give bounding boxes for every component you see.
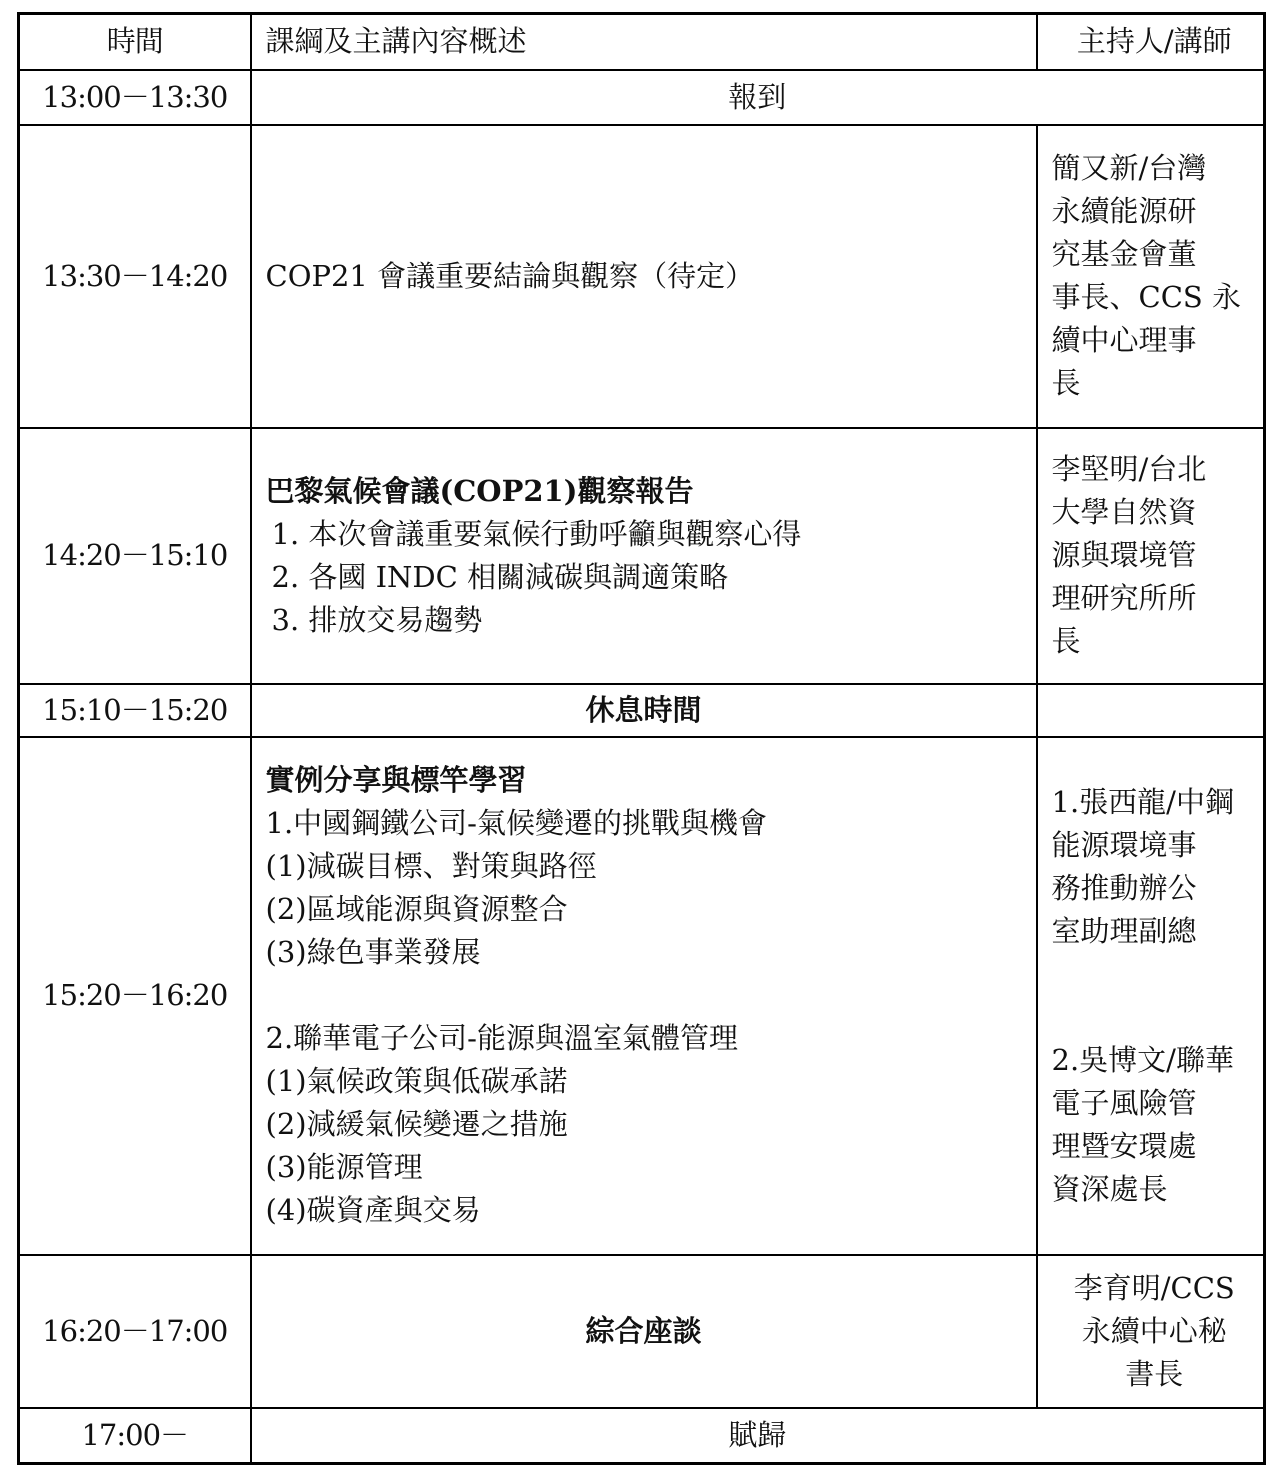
list-item: (4)碳資產與交易	[265, 1193, 481, 1227]
row-content	[251, 737, 1037, 1255]
table-row	[19, 684, 1265, 737]
header-row	[19, 14, 1265, 70]
list-item: 3. 排放交易趨勢	[271, 602, 483, 637]
speaker-2: 2.吳博文/聯華 電子風險管 理暨安環處 資深處長	[1051, 1042, 1234, 1206]
list-item: 2. 各國 INDC 相關減碳與調適策略	[271, 559, 729, 594]
row-speaker	[1037, 684, 1265, 737]
list-item: 1.中國鋼鐵公司-氣候變遷的挑戰與機會	[265, 806, 767, 840]
list-item: (2)減緩氣候變遷之措施	[265, 1107, 568, 1141]
header-time: 時間	[19, 14, 251, 70]
list-item: (1)減碳目標、對策與路徑	[265, 849, 597, 883]
table-row	[19, 428, 1265, 684]
row-speaker: 李堅明/台北 大學自然資 源與環境管 理研究所所 長	[1037, 428, 1265, 684]
list-item: (2)區域能源與資源整合	[265, 892, 568, 926]
row-time: 13:30－14:20	[19, 125, 251, 428]
row-time: 14:20－15:10	[19, 428, 251, 684]
table-row	[19, 737, 1265, 1255]
list-item: (3)綠色事業發展	[265, 935, 481, 969]
row-title: 巴黎氣候會議(COP21)觀察報告	[265, 473, 694, 508]
row-speaker	[1037, 737, 1265, 1255]
row-time: 15:20－16:20	[19, 737, 251, 1255]
list-item: 2.聯華電子公司-能源與溫室氣體管理	[265, 1021, 738, 1055]
list-item: (3)能源管理	[265, 1150, 423, 1184]
row-title: 實例分享與標竿學習	[265, 763, 527, 797]
row-time: 13:00－13:30	[19, 70, 251, 125]
header-speaker: 主持人/講師	[1037, 14, 1265, 70]
table-row	[19, 1255, 1265, 1408]
row-time: 16:20－17:00	[19, 1255, 251, 1408]
row-content	[251, 428, 1037, 684]
speaker-1: 1.張西龍/中鋼 能源環境事 務推動辦公 室助理副總	[1051, 784, 1234, 948]
list-item: (1)氣候政策與低碳承諾	[265, 1064, 568, 1098]
header-content: 課綱及主講內容概述	[251, 14, 1037, 70]
row-title: 報到	[251, 70, 1265, 125]
row-speaker: 簡又新/台灣 永續能源研 究基金會董 事長、CCS 永 續中心理事 長	[1037, 125, 1265, 428]
row-title: 賦歸	[251, 1408, 1265, 1464]
row-title: 休息時間	[251, 684, 1037, 737]
row-time: 15:10－15:20	[19, 684, 251, 737]
row-time: 17:00－	[19, 1408, 251, 1464]
spacer	[266, 974, 1036, 1017]
table-row	[19, 70, 1265, 125]
table-row	[19, 1408, 1265, 1464]
row-speaker: 李育明/CCS 永續中心秘 書長	[1037, 1255, 1265, 1408]
table-row	[19, 125, 1265, 428]
row-title: 綜合座談	[251, 1255, 1037, 1408]
row-title: COP21 會議重要結論與觀察（待定）	[251, 125, 1037, 428]
list-item: 1. 本次會議重要氣候行動呼籲與觀察心得	[271, 516, 802, 551]
schedule-table	[17, 12, 1266, 1465]
